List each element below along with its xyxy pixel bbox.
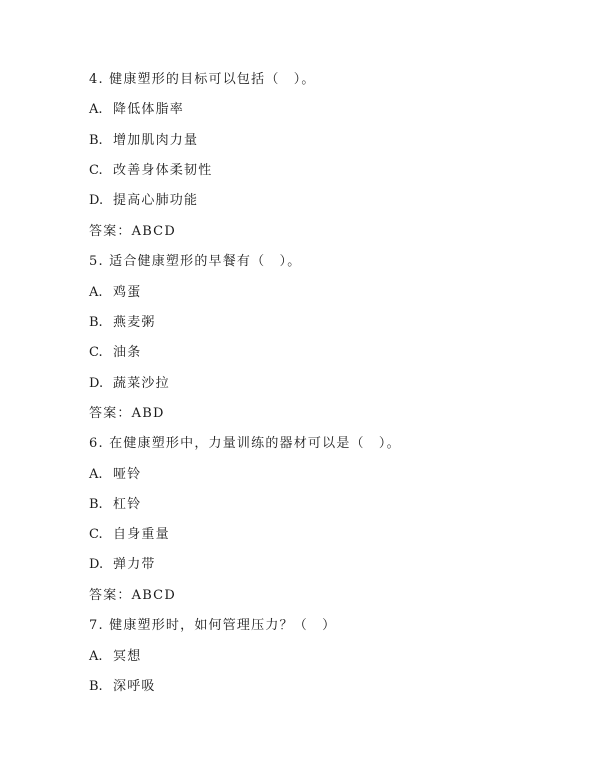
option-letter: D. <box>89 557 104 572</box>
option-text: 燕麦粥 <box>113 315 156 330</box>
question-7-option-b <box>89 679 156 695</box>
question-6-answer: 答案：ABCD <box>89 588 176 603</box>
question-6-option-a <box>89 467 141 483</box>
option-text: 杠铃 <box>113 497 142 512</box>
option-text: 油条 <box>113 345 142 360</box>
question-5-option-c <box>89 345 141 361</box>
question-5-option-a <box>89 285 141 301</box>
option-text: 改善身体柔韧性 <box>113 163 213 178</box>
question-4-option-c <box>89 163 212 179</box>
option-text: 鸡蛋 <box>113 285 142 300</box>
option-letter: B. <box>89 133 103 148</box>
question-6-option-c <box>89 527 170 543</box>
question-4-option-d <box>89 193 198 209</box>
option-text: 哑铃 <box>113 467 142 482</box>
question-5-answer: 答案：ABD <box>89 406 165 421</box>
question-4-option-a <box>89 102 184 118</box>
option-letter: A. <box>89 467 103 482</box>
option-text: 蔬菜沙拉 <box>113 376 170 391</box>
question-7-option-a <box>89 649 141 665</box>
question-7-stem: 7. 健康塑形时，如何管理压力？（ ） <box>89 618 337 633</box>
question-4-option-b <box>89 133 198 149</box>
option-letter: A. <box>89 285 103 300</box>
question-5-stem: 5. 适合健康塑形的早餐有（ ）。 <box>89 254 302 269</box>
option-text: 增加肌肉力量 <box>113 133 199 148</box>
question-6-option-b <box>89 497 141 513</box>
option-letter: D. <box>89 376 104 391</box>
option-text: 深呼吸 <box>113 679 156 694</box>
option-letter: B. <box>89 679 103 694</box>
option-letter: A. <box>89 102 103 117</box>
option-text: 降低体脂率 <box>113 102 185 117</box>
option-text: 提高心肺功能 <box>113 193 199 208</box>
option-text: 自身重量 <box>113 527 170 542</box>
question-5-option-b <box>89 315 156 331</box>
option-letter: C. <box>89 345 103 360</box>
option-letter: B. <box>89 497 103 512</box>
question-4-stem: 4. 健康塑形的目标可以包括（ ）。 <box>89 72 316 87</box>
option-letter: D. <box>89 193 104 208</box>
question-4-answer: 答案：ABCD <box>89 224 176 239</box>
option-text: 冥想 <box>113 649 142 664</box>
option-text: 弹力带 <box>113 557 156 572</box>
question-6-stem: 6. 在健康塑形中，力量训练的器材可以是（ ）。 <box>89 436 401 451</box>
question-6-option-d <box>89 557 156 573</box>
option-letter: A. <box>89 649 103 664</box>
option-letter: C. <box>89 527 103 542</box>
question-5-option-d <box>89 376 170 392</box>
option-letter: B. <box>89 315 103 330</box>
option-letter: C. <box>89 163 103 178</box>
